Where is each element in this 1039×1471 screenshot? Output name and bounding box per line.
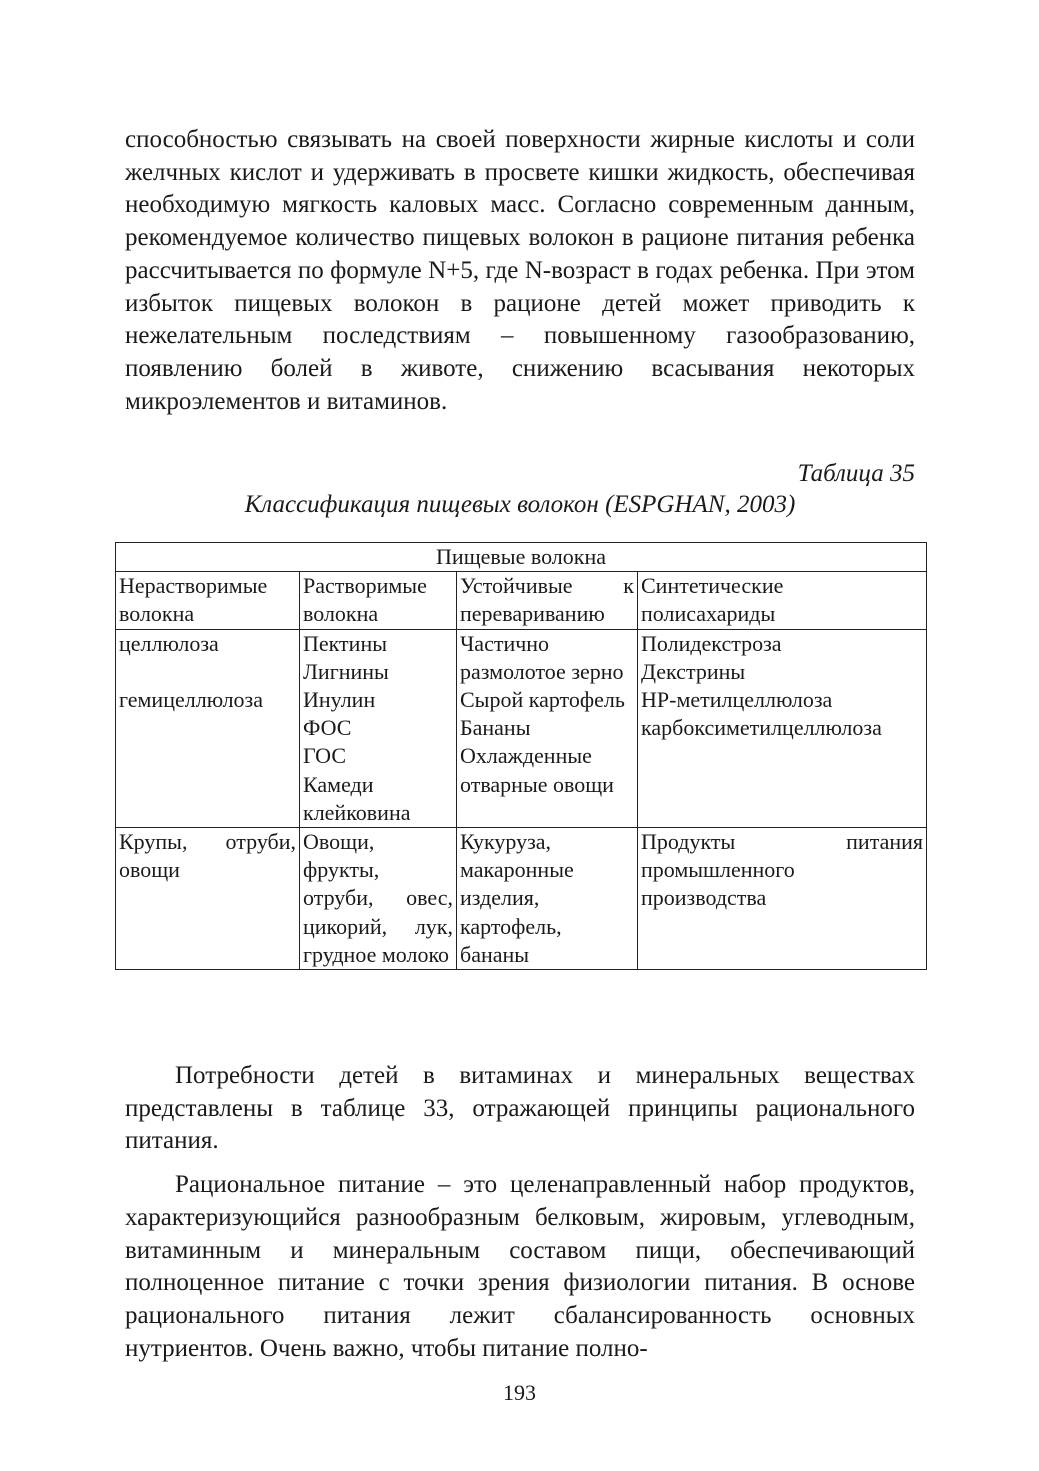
cell-item: ГОС [303,743,347,769]
cell-item: Декстрины [641,658,746,684]
cell-item: Частично размолотое зерно [460,630,624,684]
table-label: Таблица 35 [797,460,915,488]
cell-item: Полидекстроза [641,630,782,656]
cell-item: Сырой картофель [460,687,625,713]
table-group-header-row [116,543,927,572]
table-cell [638,629,927,827]
cell-item: Пектины [303,630,387,656]
cell-item: клейковина [303,799,411,825]
table-cell: Продукты питания промышленного производства [638,828,927,970]
cell-item: карбоксиметилцеллюлоза [641,715,882,741]
cell-item: Инулин [303,687,376,713]
column-header-resistant: Устойчивые к перевариванию [457,572,638,629]
cell-item: Камеди [303,771,374,797]
cell-item: HP-метилцеллюлоза [641,687,833,713]
table-group-header: Пищевые волокна [116,543,927,572]
cell-item: Бананы [460,715,531,741]
table-row [116,629,927,827]
table-header-row [116,572,927,629]
table-cell [300,629,457,827]
column-header-synthetic: Синтетические полисахариды [638,572,927,629]
column-header-insoluble: Нерастворимые волокна [116,572,300,629]
bottom-text [125,1060,915,1365]
top-paragraph: способностью связывать на своей поверхности жирные кислоты и соли желчных кислот и удерживать в просвете кишки жидкость, обеспечивая необходимую мягкость каловых масс. Согласно современным данным, рекомендуемое количество пищевых волокон в рационе питания ребенка рассчитывается по формуле N+5, где N-возраст в годах ребенка. При этом избыток пищевых волокон в рационе детей может приводить к нежелательным последствиям – повышенному газообразованию, появлению болей в животе, снижению всасывания некоторых микроэлементов и витаминов. [125,126,915,415]
cell-item: Лигнины [303,658,389,684]
cell-item: гемицеллюлоза [119,687,264,712]
table-caption: Классификация пищевых волокон (ESPGHAN, 2003) [244,491,796,519]
fiber-classification-table [115,542,926,970]
cell-item: Охлажденные отварные овощи [460,743,614,797]
table-cell [457,629,638,827]
bottom-paragraph-1: Потребности детей в витаминах и минеральных веществах представлены в таблице 33, отражающей принципы рационального питания. [125,1062,915,1155]
cell-item: ФОС [303,715,352,741]
table-cell [116,629,300,827]
cell-item: целлюлоза [119,630,219,656]
bottom-paragraph-2: Рациональное питание – это целенаправленный набор продуктов, характеризующийся разнообразным белковым, жировым, углеводным, витаминным и минеральным составом пищи, обеспечивающий полноценное питание с точки зрения физиологии питания. В основе рационального питания лежит сбалансированность основных нутриентов. Очень важно, чтобы питание полно- [125,1171,915,1362]
table-cell: Крупы, отруби, овощи [116,828,300,970]
page-body [125,124,915,519]
table-row [116,828,927,970]
table-cell: Овощи, фрукты, отруби, овес, цикорий, лук, грудное молоко [300,828,457,970]
table-cell: Кукуруза, макаронные изделия, картофель, бананы [457,828,638,970]
column-header-soluble: Растворимые волокна [300,572,457,629]
page-number: 193 [503,1380,536,1405]
